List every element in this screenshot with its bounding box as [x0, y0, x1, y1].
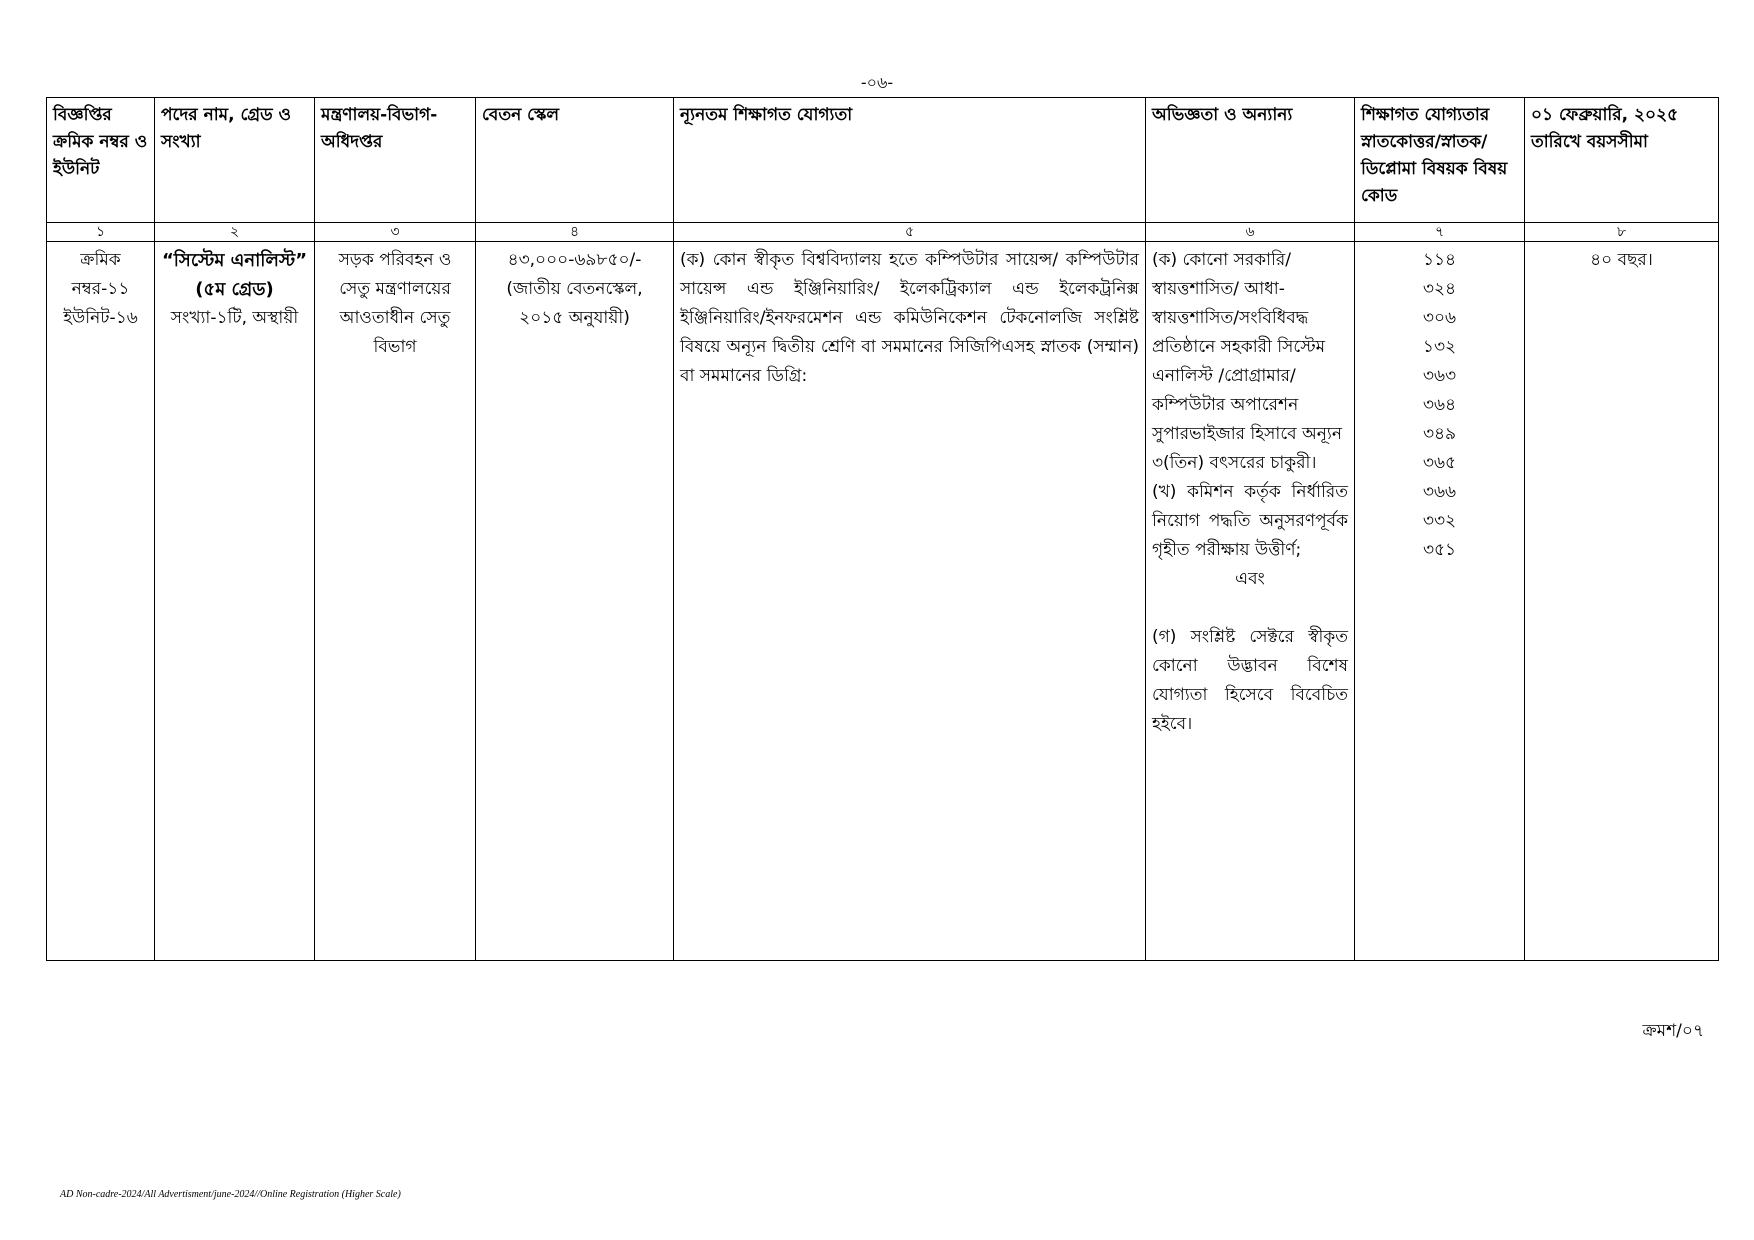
subject-code: ১১৪: [1422, 250, 1457, 270]
header-serial: বিজ্ঞপ্তির ক্রমিক নম্বর ও ইউনিট: [47, 98, 155, 223]
header-row: [47, 98, 1719, 223]
subject-code: ৩৪৯: [1422, 424, 1457, 444]
column-number: ৭: [1355, 223, 1525, 242]
experience-item-c: (গ) সংশ্লিষ্ট সেক্টরে স্বীকৃত কোনো উদ্ভাবন বিশেষ যোগ্যতা হিসেবে বিবেচিত হইবে।: [1152, 627, 1348, 734]
header-pay-scale: বেতন স্কেল: [476, 98, 674, 223]
experience-item-a: (ক) কোনো সরকারি/স্বায়ত্তশাসিত/ আধা-স্বায়ত্তশাসিত/সংবিধিবদ্ধ প্রতিষ্ঠানে সহকারী সিস্টেম এনালিস্ট /প্রোগ্রামার/কম্পিউটার অপারেশন সুপারভাইজার হিসাবে অন্যূন ৩(তিন) বৎসরের চাকুরী।: [1152, 250, 1342, 473]
experience-and: এবং: [1235, 569, 1265, 589]
column-number: ১: [47, 223, 155, 242]
age-limit-cell: ৪০ বছর।: [1525, 242, 1719, 961]
table-row: [47, 242, 1719, 961]
subject-code: ৩৫১: [1422, 540, 1457, 560]
pay-scale-cell: ৪৩,০০০-৬৯৮৫০/- (জাতীয় বেতনস্কেল, ২০১৫ অনুযায়ী): [476, 242, 674, 961]
experience-item-b: (খ) কমিশন কর্তৃক নির্ধারিত নিয়োগ পদ্ধতি অনুসরণপূর্বক গৃহীত পরীক্ষায় উত্তীর্ণ;: [1152, 482, 1348, 560]
post-grade: (৫ম গ্রেড): [195, 279, 274, 300]
subject-code: ১৩২: [1422, 337, 1457, 357]
column-number: ৮: [1525, 223, 1719, 242]
subject-code: ৩৬৪: [1422, 395, 1457, 415]
job-table: [46, 97, 1719, 961]
subject-code: ৩৬৬: [1422, 482, 1457, 502]
column-number: ৪: [476, 223, 674, 242]
subject-code: ৩৬৩: [1422, 366, 1457, 386]
header-subject-code: শিক্ষাগত যোগ্যতার স্নাতকোত্তর/স্নাতক/ ডিপ্লোমা বিষয়ক বিষয় কোড: [1355, 98, 1525, 223]
subject-code: ৩৬৫: [1422, 453, 1457, 473]
continued-label: ক্রমশ/০৭: [1642, 1021, 1704, 1041]
footer-path: AD Non-cadre-2024/All Advertisment/june-2024//Online Registration (Higher Scale): [60, 1189, 401, 1200]
column-number: ৬: [1146, 223, 1355, 242]
serial-cell: ক্রমিক নম্বর-১১ ইউনিট-১৬: [47, 242, 155, 961]
header-post: পদের নাম, গ্রেড ও সংখ্যা: [155, 98, 315, 223]
post-cell: [155, 242, 315, 961]
header-ministry: মন্ত্রণালয়-বিভাগ-অধিদপ্তর: [315, 98, 476, 223]
post-count: সংখ্যা-১টি, অস্থায়ী: [170, 308, 299, 328]
column-number: ৫: [674, 223, 1146, 242]
subject-code: ৩৩২: [1422, 511, 1457, 531]
header-age-limit: ০১ ফেব্রুয়ারি, ২০২৫ তারিখে বয়সসীমা: [1525, 98, 1719, 223]
header-qualification: ন্যূনতম শিক্ষাগত যোগ্যতা: [674, 98, 1146, 223]
ministry-cell: সড়ক পরিবহন ও সেতু মন্ত্রণালয়ের আওতাধীন সেতু বিভাগ: [315, 242, 476, 961]
post-name: “সিস্টেম এনালিস্ট”: [161, 250, 308, 271]
column-number: ৩: [315, 223, 476, 242]
qualification-cell: (ক) কোন স্বীকৃত বিশ্ববিদ্যালয় হতে কম্পিউটার সায়েন্স/ কম্পিউটার সায়েন্স এন্ড ইঞ্জিনিয়ারিং/ ইলেকট্রিক্যাল এন্ড ইলেকট্রনিক্স ইঞ্জিনিয়ারিং/ইনফরমেশন এন্ড কমিউনিকেশন টেকনোলজি সংশ্লিষ্ট বিষয়ে অন্যূন দ্বিতীয় শ্রেণি বা সমমানের সিজিপিএসহ স্নাতক (সম্মান) বা সমমানের ডিগ্রি:: [674, 242, 1146, 961]
column-number: ২: [155, 223, 315, 242]
experience-cell: [1146, 242, 1355, 961]
subject-code-cell: [1355, 242, 1525, 961]
page-number: -০৬-: [860, 73, 894, 92]
subject-code: ৩০৬: [1422, 308, 1457, 328]
header-experience: অভিজ্ঞতা ও অন্যান্য: [1146, 98, 1355, 223]
column-number-row: [47, 223, 1719, 242]
subject-code: ৩২৪: [1422, 279, 1457, 299]
